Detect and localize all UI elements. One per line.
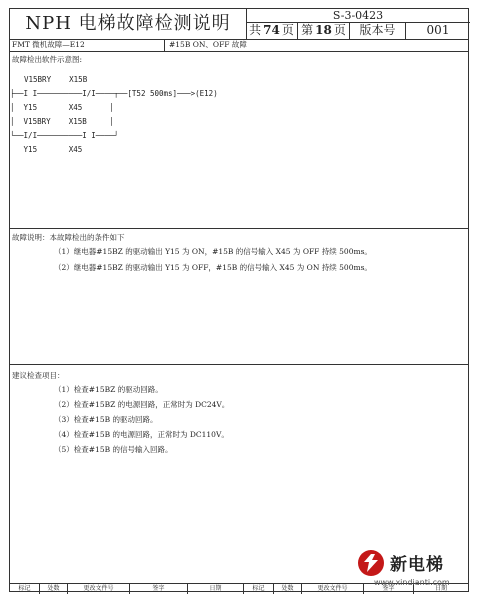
fault-code: FMT 微机故障—E12 — [12, 40, 85, 49]
document-page — [9, 8, 469, 592]
check-item: （1）检查#15BZ 的驱动回路。 — [54, 385, 163, 394]
footer-cell: 更改文件号 — [302, 584, 364, 594]
header — [10, 9, 468, 40]
ladder-line-2: ├──I I──────────I/I────┬──[T52 500ms]───>(E12) — [10, 89, 218, 98]
total-suffix: 页 — [281, 23, 294, 37]
header-cells — [246, 22, 470, 39]
footer-cell: 处数 — [274, 584, 302, 594]
page-number-cell — [298, 22, 350, 39]
elevator-logo-icon — [356, 548, 386, 578]
fault-signal: #15B ON、OFF 故障 — [164, 39, 247, 51]
total-pages-cell — [246, 22, 298, 39]
check-item: （4）检查#15B 的电源回路，正常时为 DC110V。 — [54, 430, 229, 439]
ladder-line-3: │ Y15 X45 │ — [10, 103, 114, 112]
footer-cell: 标记 — [244, 584, 274, 594]
footer-cell: 签字 — [364, 584, 414, 594]
version-label: 版本号 — [350, 22, 406, 39]
footer-cell: 签字 — [130, 584, 188, 594]
footer-cell: 标记 — [10, 584, 40, 594]
check-item: （2）检查#15BZ 的电源回路，正常时为 DC24V。 — [54, 400, 230, 409]
ladder-line-5: └──I/I──────────I I────┘ — [10, 131, 119, 140]
footer-cell: 处数 — [40, 584, 68, 594]
diagram-section — [10, 51, 468, 229]
explanation-section — [10, 229, 468, 365]
document-title: NPH 电梯故障检测说明 — [10, 9, 247, 39]
total-prefix: 共 — [249, 23, 262, 37]
checks-title: 建议检查项目： — [12, 371, 65, 380]
page-suffix: 页 — [333, 23, 346, 37]
page-prefix: 第 — [301, 23, 314, 37]
watermark-url: www.xindianti.com — [374, 578, 450, 587]
page-number: 18 — [315, 23, 332, 37]
explanation-title: 故障说明：本故障检出的条件如下 — [12, 233, 125, 242]
check-item: （3）检查#15B 的驱动回路。 — [54, 415, 158, 424]
explanation-item: （2）继电器#15BZ 的驱动输出 Y15 为 OFF，#15B 的信号输入 X45 为 ON 持续 500ms。 — [54, 263, 372, 272]
explanation-item: （1）继电器#15BZ 的驱动输出 Y15 为 ON，#15B 的信号输入 X45 为 OFF 持续 500ms。 — [54, 247, 372, 256]
document-number: S-3-0423 — [246, 9, 470, 23]
watermark-text: 新电梯 — [390, 555, 444, 575]
footer-cell: 日期 — [434, 585, 447, 592]
check-item: （5）检查#15B 的信号输入回路。 — [54, 445, 173, 454]
watermark — [354, 548, 466, 594]
ladder-line-6: Y15 X45 — [10, 145, 83, 154]
version-number: 001 — [426, 23, 450, 37]
ladder-line-4: │ V15BRY X15B │ — [10, 117, 114, 126]
diagram-title: 故障检出软件示意图: — [12, 55, 83, 64]
footer-cell: 日期 — [188, 584, 244, 594]
total-pages: 74 — [263, 23, 280, 37]
footer-cell: 更改文件号 — [68, 584, 130, 594]
ladder-line-1: V15BRY X15B — [24, 75, 88, 84]
